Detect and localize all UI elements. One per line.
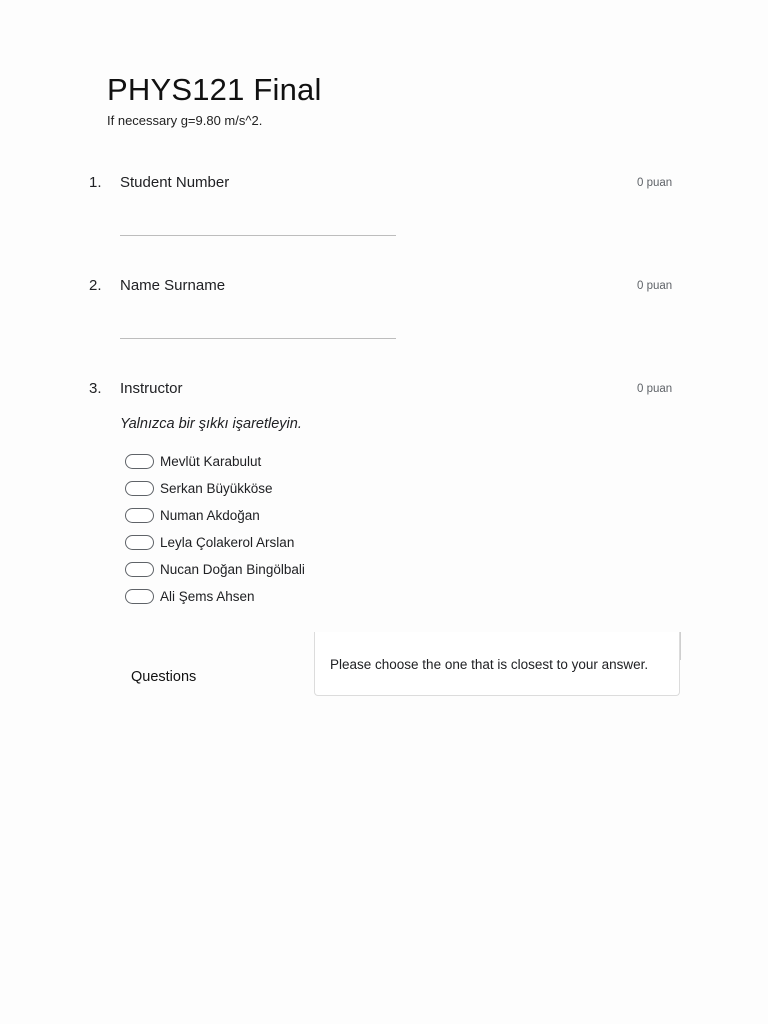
form-title: PHYS121 Final (107, 72, 322, 107)
instructor-option[interactable] (125, 560, 305, 578)
question-instructor (0, 380, 768, 610)
question-number: 1. (89, 174, 102, 191)
student-number-answer-field[interactable] (120, 235, 396, 236)
instructor-option[interactable] (125, 587, 255, 605)
question-title: Name Surname (120, 277, 226, 294)
form-description: If necessary g=9.80 m/s^2. (107, 113, 263, 128)
option-label: Leyla Çolakerol Arslan (160, 534, 295, 550)
section-description-card (314, 632, 680, 696)
option-label: Nucan Doğan Bingölbali (160, 561, 305, 577)
card-divider (680, 632, 681, 660)
radio-button[interactable] (125, 454, 154, 469)
section-description: Please choose the one that is closest to your answer. (330, 657, 649, 672)
instructor-option[interactable] (125, 533, 294, 551)
question-points: 0 puan (637, 177, 673, 189)
option-label: Numan Akdoğan (160, 507, 260, 523)
option-label: Ali Şems Ahsen (160, 588, 255, 604)
question-title: Instructor (120, 380, 183, 397)
question-student-number (0, 174, 768, 238)
question-title: Student Number (120, 174, 230, 191)
instructor-option[interactable] (125, 506, 260, 524)
question-number: 2. (89, 277, 102, 294)
radio-button[interactable] (125, 481, 154, 496)
radio-button[interactable] (125, 589, 154, 604)
question-points: 0 puan (637, 383, 673, 395)
radio-button[interactable] (125, 562, 154, 577)
radio-button[interactable] (125, 508, 154, 523)
name-surname-answer-field[interactable] (120, 338, 396, 339)
option-label: Mevlüt Karabulut (160, 453, 262, 469)
option-label: Serkan Büyükköse (160, 480, 273, 496)
instructor-option[interactable] (125, 452, 261, 470)
section-title: Questions (131, 669, 197, 685)
question-number: 3. (89, 380, 102, 397)
instructor-option[interactable] (125, 479, 273, 497)
question-instruction: Yalnızca bir şıkkı işaretleyin. (120, 416, 302, 432)
question-points: 0 puan (637, 280, 673, 292)
radio-button[interactable] (125, 535, 154, 550)
question-name-surname (0, 277, 768, 341)
